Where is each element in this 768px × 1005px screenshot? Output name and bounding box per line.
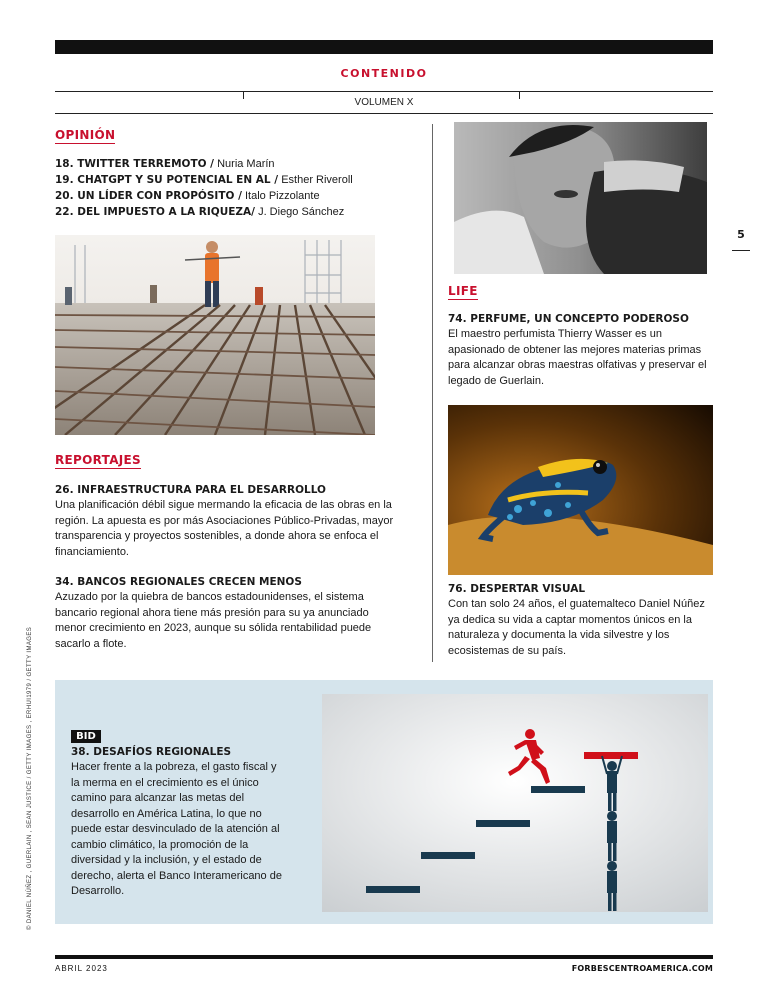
article-bancos[interactable] xyxy=(55,575,400,652)
section-title: CONTENIDO xyxy=(340,67,428,80)
article-body: Una planificación débil sigue mermando la eficacia de las obras en la región. La apuesta es por más Asociaciones Público-Privadas, mayor transparencia y proyectos sostenibles, a donde ahora se enfoca el financiamiento. xyxy=(55,499,394,558)
website-link[interactable]: FORBESCENTROAMERICA.COM xyxy=(571,964,713,973)
life-section-label: LIFE xyxy=(448,284,478,298)
page-number: 5 xyxy=(737,228,745,241)
article-desafios[interactable] xyxy=(71,745,286,900)
opinion-item[interactable]: 19. CHATGPT Y SU POTENCIAL EN AL / Esther Riveroll xyxy=(55,174,353,186)
article-title[interactable]: 26. INFRAESTRUCTURA PARA EL DESARROLLO xyxy=(55,484,326,496)
article-title[interactable]: 34. BANCOS REGIONALES CRECEN MENOS xyxy=(55,576,302,588)
article-despertar[interactable] xyxy=(448,582,718,659)
footer-rule xyxy=(55,955,713,959)
article-body: Hacer frente a la pobreza, el gasto fiscal y la merma en el crecimiento es el único camino para alcanzar las metas del desarrollo en América Latina, lo que no puede estar desvinculado de la atención al cambio climático, la promoción de la diversidad y la inclusión, y el estado de derecho, alerta el Banco Interamericano de Desarrollo. xyxy=(71,761,282,897)
bid-badge: BID xyxy=(71,730,101,743)
photo-credit: © DANIEL NÚÑEZ , GUERLAIN , SEAN JUSTICE / GETTY IMAGES , ERHUI1979 / GETTY IMAGES xyxy=(27,626,33,930)
opinion-item[interactable]: 20. UN LÍDER CON PROPÓSITO / Italo Pizzolante xyxy=(55,190,320,202)
portrait-photo xyxy=(454,122,707,274)
header-rule xyxy=(55,91,713,92)
article-body: Con tan solo 24 años, el guatemalteco Daniel Núñez ya dedica su vida a captar momentos únicos en la naturaleza y documenta la vida silvestre y los ecosistemas de su país. xyxy=(448,598,705,657)
opinion-item[interactable]: 22. DEL IMPUESTO A LA RIQUEZA/ J. Diego Sánchez xyxy=(55,206,345,218)
page-number-rule xyxy=(732,250,750,251)
header-rule xyxy=(55,113,713,114)
issue-date: ABRIL 2023 xyxy=(55,964,108,973)
construction-photo xyxy=(55,235,375,435)
opinion-item[interactable]: 18. TWITTER TERREMOTO / Nuria Marín xyxy=(55,158,275,170)
column-divider xyxy=(432,124,433,662)
stairs-illustration xyxy=(322,694,708,912)
reportajes-section-label: REPORTAJES xyxy=(55,453,141,467)
article-title[interactable]: 38. DESAFÍOS REGIONALES xyxy=(71,746,232,758)
opinion-list xyxy=(55,156,385,220)
opinion-section-label: OPINIÓN xyxy=(55,128,116,142)
article-perfume[interactable] xyxy=(448,312,718,389)
article-body: El maestro perfumista Thierry Wasser es un apasionado de obtener las mejores materias primas para alcanzar obras maestras olfativas y preservar el legado de Guerlain. xyxy=(448,328,707,387)
volume-label: VOLUMEN X xyxy=(354,97,414,108)
header-bar xyxy=(55,40,713,54)
article-infraestructura[interactable] xyxy=(55,483,400,560)
frog-photo xyxy=(448,405,713,575)
article-body: Azuzado por la quiebra de bancos estadounidenses, el sistema bancario regional ahora tiene más presión para su ya anunciado menor crecimiento en 2023, aunque su sólida rentabilidad puede sacarlo a flote. xyxy=(55,591,372,650)
article-title[interactable]: 74. PERFUME, UN CONCEPTO PODEROSO xyxy=(448,313,689,325)
article-title[interactable]: 76. DESPERTAR VISUAL xyxy=(448,583,586,595)
